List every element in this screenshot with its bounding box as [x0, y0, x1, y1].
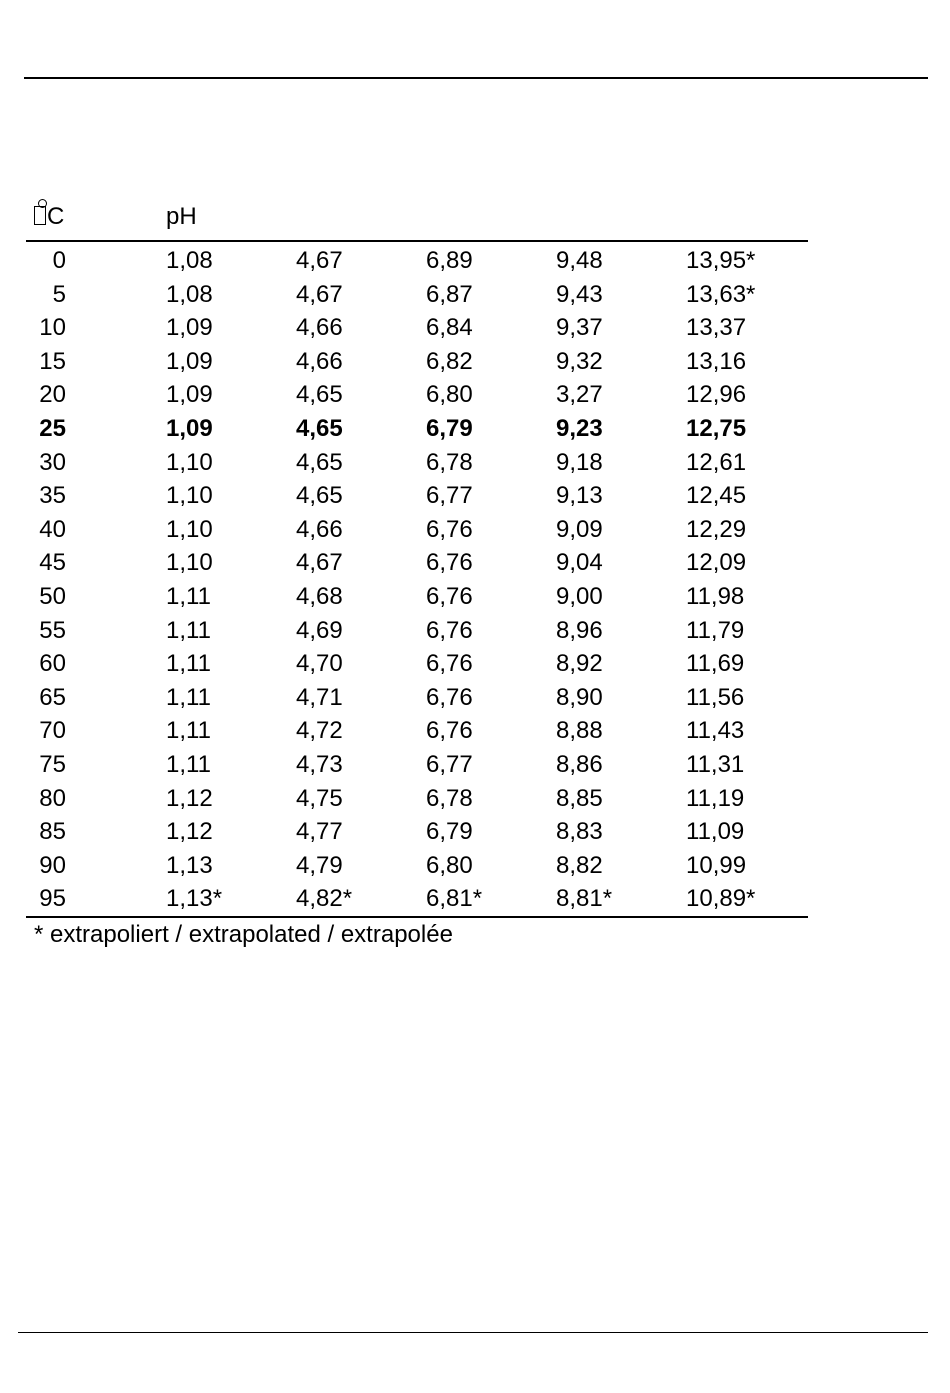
- table-row: [26, 278, 808, 312]
- temperature-column-header: C: [34, 202, 74, 232]
- ph-value-cell: 9,00: [556, 582, 603, 610]
- ph-value-cell: 4,69: [296, 616, 343, 644]
- table-header: [26, 196, 808, 242]
- temperature-cell: 20: [39, 381, 66, 409]
- ph-value-cell: 12,09: [686, 549, 747, 577]
- ph-value-cell: 10,99: [686, 851, 747, 879]
- temperature-cell: 35: [39, 482, 66, 510]
- ph-value-cell: 1,11: [166, 616, 211, 644]
- temperature-cell: 95: [39, 885, 66, 913]
- ph-value-cell: 6,87: [426, 280, 473, 308]
- ph-value-cell: 4,67: [296, 247, 343, 274]
- bottom-rule: [18, 1332, 928, 1333]
- table-row: [26, 311, 808, 345]
- ph-value-cell: 12,75: [686, 414, 747, 442]
- ph-value-cell: 11,56: [686, 683, 745, 711]
- ph-temperature-table: [26, 196, 808, 952]
- ph-value-cell: 1,12: [166, 784, 213, 812]
- ph-value-cell: 8,92: [556, 650, 603, 678]
- ph-value-cell: 1,11: [166, 717, 211, 745]
- ph-value-cell: 1,10: [166, 549, 213, 577]
- ph-value-cell: 4,67: [296, 280, 343, 308]
- ph-value-cell: 9,09: [556, 515, 603, 543]
- ph-value-cell: 11,69: [686, 650, 745, 678]
- temperature-cell: 45: [39, 549, 66, 577]
- table-row: [26, 782, 808, 816]
- table-row: [26, 378, 808, 412]
- ph-value-cell: 4,65: [296, 482, 343, 510]
- table-row: [26, 446, 808, 480]
- ph-column-header: pH: [166, 203, 197, 230]
- ph-value-cell: 6,78: [426, 784, 473, 812]
- ph-value-cell: 4,68: [296, 582, 343, 610]
- ph-value-cell: 11,31: [686, 750, 745, 778]
- ph-value-cell: 1,11: [166, 650, 211, 678]
- ph-value-cell: 6,76: [426, 616, 473, 644]
- ph-value-cell: 4,67: [296, 549, 343, 577]
- ph-value-cell: 4,65: [296, 381, 343, 409]
- ph-value-cell: 4,75: [296, 784, 343, 812]
- temperature-cell: 60: [39, 650, 66, 678]
- table-row: [26, 647, 808, 681]
- ph-value-cell: 9,48: [556, 247, 603, 274]
- ph-value-cell: 1,09: [166, 347, 213, 375]
- temperature-cell: 70: [39, 717, 66, 745]
- ph-value-cell: 12,29: [686, 515, 747, 543]
- ph-value-cell: 4,65: [296, 414, 343, 442]
- ph-value-cell: 1,10: [166, 448, 213, 476]
- ph-value-cell: 13,37: [686, 314, 747, 342]
- ph-value-cell: 11,98: [686, 582, 745, 610]
- table-row: [26, 479, 808, 513]
- temperature-cell: 25: [39, 414, 66, 442]
- ph-value-cell: 6,76: [426, 515, 473, 543]
- ph-value-cell: 4,71: [296, 683, 343, 711]
- ph-value-cell: 13,95*: [686, 247, 756, 274]
- temperature-cell: 50: [39, 582, 66, 610]
- ph-value-cell: 9,32: [556, 347, 603, 375]
- ph-value-cell: 13,16: [686, 347, 747, 375]
- table-row: [26, 412, 808, 446]
- temperature-cell: 40: [39, 515, 66, 543]
- ph-value-cell: 3,27: [556, 381, 603, 409]
- ph-value-cell: 4,73: [296, 750, 343, 778]
- ph-value-cell: 6,81*: [426, 885, 483, 913]
- ph-value-cell: 12,96: [686, 381, 747, 409]
- table-body: [26, 242, 808, 918]
- ph-value-cell: 6,77: [426, 482, 473, 510]
- ph-value-cell: 9,13: [556, 482, 603, 510]
- ph-value-cell: 6,76: [426, 717, 473, 745]
- table-row: [26, 546, 808, 580]
- ph-value-cell: 1,10: [166, 515, 213, 543]
- ph-value-cell: 6,82: [426, 347, 473, 375]
- ph-value-cell: 4,66: [296, 347, 343, 375]
- temperature-cell: 80: [39, 784, 66, 812]
- ph-value-cell: 9,23: [556, 414, 603, 442]
- ph-value-cell: 6,78: [426, 448, 473, 476]
- ph-value-cell: 1,09: [166, 414, 213, 442]
- temperature-cell: 30: [39, 448, 66, 476]
- ph-value-cell: 1,12: [166, 818, 213, 846]
- ph-value-cell: 8,96: [556, 616, 603, 644]
- table-row: [26, 849, 808, 883]
- ph-value-cell: 8,83: [556, 818, 603, 846]
- ph-value-cell: 1,11: [166, 750, 211, 778]
- ph-value-cell: 8,81*: [556, 885, 613, 913]
- ph-value-cell: 6,76: [426, 683, 473, 711]
- ph-value-cell: 11,79: [686, 616, 745, 644]
- table-row: [26, 882, 808, 916]
- ph-value-cell: 1,08: [166, 247, 213, 274]
- ph-value-cell: 8,90: [556, 683, 603, 711]
- ph-value-cell: 6,89: [426, 247, 473, 274]
- ph-value-cell: 12,61: [686, 448, 747, 476]
- ph-value-cell: 1,11: [166, 683, 211, 711]
- ph-value-cell: 11,19: [686, 784, 745, 812]
- temperature-cell: 55: [39, 616, 66, 644]
- ph-value-cell: 4,82*: [296, 885, 353, 913]
- ph-value-cell: 4,65: [296, 448, 343, 476]
- ph-value-cell: 8,82: [556, 851, 603, 879]
- ph-value-cell: 1,13*: [166, 885, 223, 913]
- table-row: [26, 513, 808, 547]
- temperature-cell: 5: [52, 280, 66, 308]
- ph-value-cell: 9,18: [556, 448, 603, 476]
- ph-value-cell: 1,10: [166, 482, 213, 510]
- ph-value-cell: 8,85: [556, 784, 603, 812]
- table-row: [26, 614, 808, 648]
- ph-value-cell: 8,86: [556, 750, 603, 778]
- ph-value-cell: 4,70: [296, 650, 343, 678]
- temperature-cell: 85: [39, 818, 66, 846]
- ph-value-cell: 1,13: [166, 851, 213, 879]
- temperature-cell: 65: [39, 683, 66, 711]
- ph-value-cell: 6,76: [426, 650, 473, 678]
- temperature-cell: 75: [39, 750, 66, 778]
- ph-value-cell: 1,09: [166, 381, 213, 409]
- table-row: [26, 345, 808, 379]
- ph-value-cell: 4,77: [296, 818, 343, 846]
- ph-value-cell: 9,37: [556, 314, 603, 342]
- ph-value-cell: 6,80: [426, 381, 473, 409]
- ph-value-cell: 11,43: [686, 717, 745, 745]
- ph-value-cell: 6,84: [426, 314, 473, 342]
- ph-value-cell: 8,88: [556, 717, 603, 745]
- table-row: [26, 681, 808, 715]
- footnote: * extrapoliert / extrapolated / extrapolée: [34, 920, 453, 948]
- temperature-cell: 0: [52, 247, 66, 274]
- ph-value-cell: 1,11: [166, 582, 211, 610]
- ph-value-cell: 4,72: [296, 717, 343, 745]
- ph-value-cell: 1,09: [166, 314, 213, 342]
- missing-glyph-icon: [34, 206, 46, 225]
- ph-value-cell: 13,63*: [686, 280, 756, 308]
- ph-value-cell: 11,09: [686, 818, 745, 846]
- degree-ring-icon: [38, 199, 47, 208]
- table-row: [26, 748, 808, 782]
- ph-value-cell: 6,77: [426, 750, 473, 778]
- table-row: [26, 580, 808, 614]
- top-rule: [24, 77, 928, 79]
- ph-value-cell: 9,04: [556, 549, 603, 577]
- ph-value-cell: 6,80: [426, 851, 473, 879]
- ph-value-cell: 4,66: [296, 314, 343, 342]
- table-row: [26, 244, 808, 278]
- table-row: [26, 815, 808, 849]
- temperature-cell: 15: [39, 347, 66, 375]
- ph-value-cell: 4,66: [296, 515, 343, 543]
- table-row: [26, 714, 808, 748]
- ph-value-cell: 6,79: [426, 414, 473, 442]
- ph-value-cell: 9,43: [556, 280, 603, 308]
- ph-value-cell: 1,08: [166, 280, 213, 308]
- ph-value-cell: 6,76: [426, 582, 473, 610]
- temperature-cell: 10: [39, 314, 66, 342]
- temperature-cell: 90: [39, 851, 66, 879]
- ph-value-cell: 6,79: [426, 818, 473, 846]
- ph-value-cell: 10,89*: [686, 885, 756, 913]
- ph-value-cell: 6,76: [426, 549, 473, 577]
- ph-value-cell: 4,79: [296, 851, 343, 879]
- ph-value-cell: 12,45: [686, 482, 747, 510]
